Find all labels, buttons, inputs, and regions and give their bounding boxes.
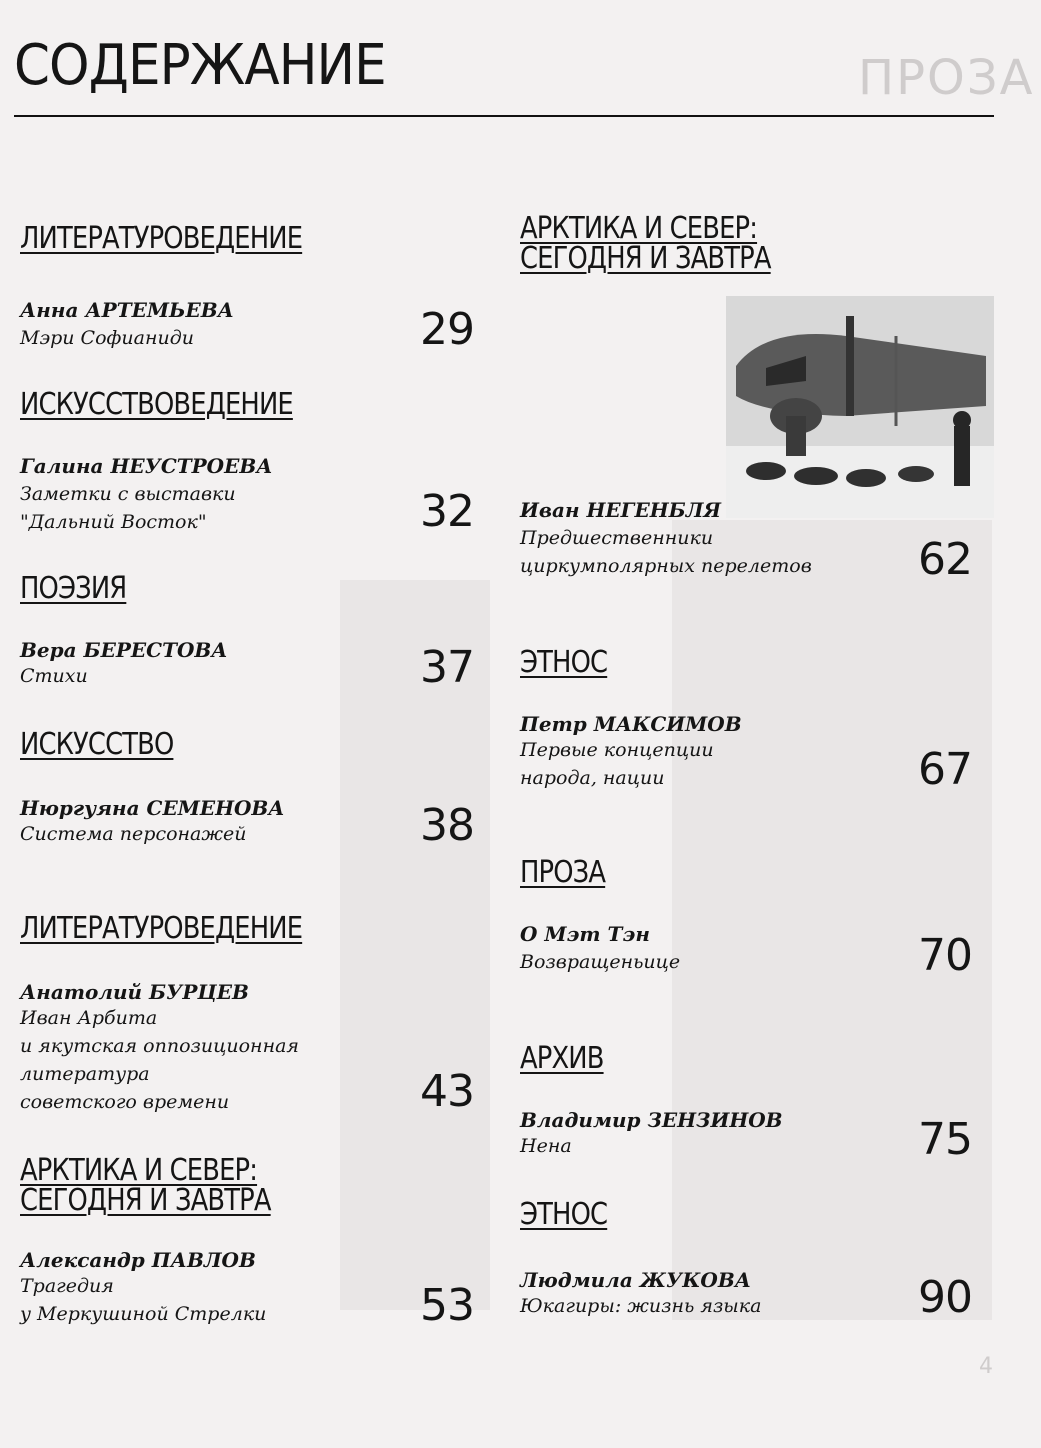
section-heading-ethnos: ЭТНОС	[520, 645, 608, 680]
toc-author: О Мэт Тэн	[520, 922, 650, 946]
toc-author: Вера БЕРЕСТОВА	[20, 638, 228, 662]
toc-work-title: Трагедия у Меркушиной Стрелки	[20, 1275, 267, 1325]
toc-work-title: Юкагиры: жизнь языка	[520, 1295, 762, 1317]
toc-page-number: 32	[420, 486, 474, 537]
background-text-block-right	[672, 520, 992, 1323]
toc-author: Людмила ЖУКОВА	[520, 1268, 752, 1292]
section-heading-literary-studies: ЛИТЕРАТУРОВЕДЕНИЕ	[20, 221, 303, 256]
toc-work-title: Возвращеньице	[520, 951, 681, 973]
toc-page-number: 37	[420, 642, 474, 693]
toc-author: Анатолий БУРЦЕВ	[20, 980, 249, 1004]
toc-page-number: 62	[918, 534, 972, 585]
background-page-number: 4	[979, 1354, 993, 1379]
toc-page-number: 75	[918, 1114, 972, 1165]
section-heading-prose: ПРОЗА	[520, 855, 606, 890]
toc-work-title: Нена	[520, 1135, 572, 1157]
toc-page-number: 29	[420, 304, 474, 355]
toc-work-title: Мэри Софианиди	[20, 327, 194, 349]
toc-page-number: 53	[420, 1280, 474, 1331]
toc-page-number: 90	[918, 1272, 972, 1323]
section-heading-art: ИСКУССТВО	[20, 727, 174, 762]
toc-work-title: Система персонажей	[20, 823, 247, 845]
title-divider	[14, 115, 994, 117]
section-heading-ethnos: ЭТНОС	[520, 1197, 608, 1232]
toc-author: Иван НЕГЕНБЛЯ	[520, 498, 722, 522]
section-heading-literary-studies: ЛИТЕРАТУРОВЕДЕНИЕ	[20, 911, 303, 946]
background-heading: ПРОЗА	[858, 50, 1035, 106]
toc-page-number: 38	[420, 800, 474, 851]
toc-author: Александр ПАВЛОВ	[20, 1248, 256, 1272]
aircraft-illustration-icon	[726, 296, 994, 518]
toc-work-title: Стихи	[20, 665, 88, 687]
section-heading-arctic-north: АРКТИКА И СЕВЕР: СЕГОДНЯ И ЗАВТРА	[520, 211, 771, 276]
section-heading-poetry: ПОЭЗИЯ	[20, 571, 127, 606]
toc-page-number: 70	[918, 930, 972, 981]
aircraft-photo	[726, 296, 994, 518]
page-title: СОДЕРЖАНИЕ	[14, 33, 386, 98]
toc-work-title: Заметки с выставки "Дальний Восток"	[20, 483, 236, 533]
toc-page-number: 67	[918, 744, 972, 795]
toc-work-title: Предшественники циркумполярных перелетов	[520, 527, 812, 577]
section-heading-archive: АРХИВ	[520, 1041, 604, 1076]
toc-author: Нюргуяна СЕМЕНОВА	[20, 796, 285, 820]
toc-author: Петр МАКСИМОВ	[520, 712, 742, 736]
toc-work-title: Иван Арбита и якутская оппозиционная литература советского времени	[20, 1007, 299, 1113]
section-heading-arctic-north: АРКТИКА И СЕВЕР: СЕГОДНЯ И ЗАВТРА	[20, 1153, 271, 1218]
toc-author: Анна АРТЕМЬЕВА	[20, 298, 234, 322]
toc-work-title: Первые концепции народа, нации	[520, 739, 714, 789]
toc-author: Галина НЕУСТРОЕВА	[20, 454, 273, 478]
toc-author: Владимир ЗЕНЗИНОВ	[520, 1108, 783, 1132]
section-heading-art-history: ИСКУССТВОВЕДЕНИЕ	[20, 387, 293, 422]
toc-page-number: 43	[420, 1066, 474, 1117]
